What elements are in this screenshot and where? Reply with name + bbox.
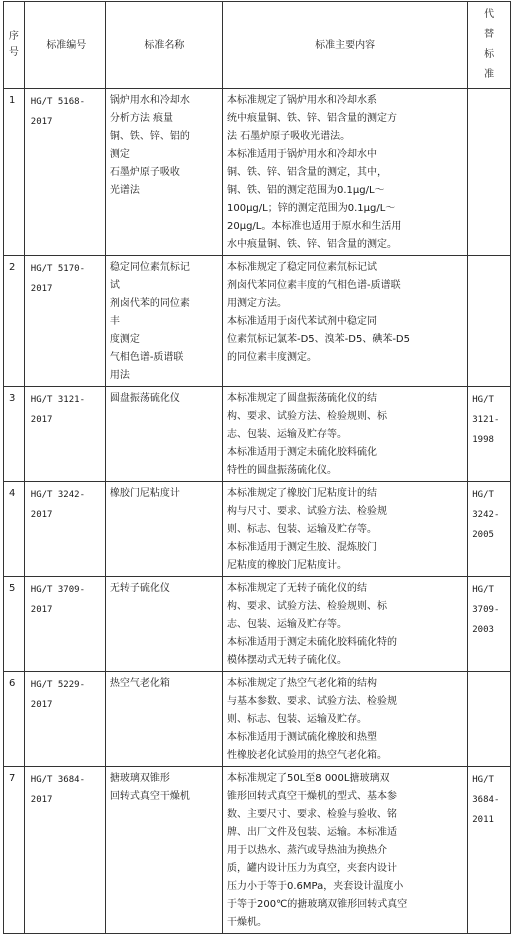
cell-name: 搪玻璃双锥形 回转式真空干燥机	[105, 767, 222, 934]
standards-table	[3, 1, 511, 934]
table-row	[4, 672, 511, 767]
cell-name: 热空气老化箱	[105, 672, 222, 767]
cell-code: HG/T 3709- 2017	[24, 577, 105, 672]
cell-name: 稳定同位素氘标记 试 剂卤代苯的同位素 丰 度测定 气相色谱-质谱联 用法	[105, 256, 222, 387]
cell-content: 本标准规定了橡胶门尼粘度计的结 构与尺寸、要求、试验方法、检验规 则、标志、包装、运输及贮存等。 本标准适用于测定生胶、混炼胶门 尼粘度的橡胶门尼粘度计。	[222, 482, 467, 577]
cell-no: 6	[4, 672, 25, 767]
header-content: 标准主要内容	[222, 2, 467, 89]
cell-code: HG/T 5170- 2017	[24, 256, 105, 387]
header-replaced: 代 替 标 准	[468, 2, 511, 89]
cell-no: 4	[4, 482, 25, 577]
cell-name: 圆盘振荡硫化仪	[105, 387, 222, 482]
header-name: 标准名称	[105, 2, 222, 89]
cell-no: 7	[4, 767, 25, 934]
cell-content: 本标准规定了圆盘振荡硫化仪的结 构、要求、试验方法、检验规则、标 志、包装、运输及贮存等。 本标准适用于测定未硫化胶料硫化 特性的圆盘振荡硫化仪。	[222, 387, 467, 482]
cell-content: 本标准规定了稳定同位素氘标记试 剂卤代苯同位素丰度的气相色谱-质谱联 用测定方法。 本标准适用于卤代苯试剂中稳定同 位素氘标记氯苯-D5、溴苯-D5、碘苯-D5 的同位素丰度测定。	[222, 256, 467, 387]
cell-replaced	[468, 256, 511, 387]
header-row	[4, 2, 511, 89]
table-row	[4, 256, 511, 387]
cell-name: 无转子硫化仪	[105, 577, 222, 672]
cell-replaced	[468, 672, 511, 767]
cell-no: 2	[4, 256, 25, 387]
table-row	[4, 482, 511, 577]
cell-replaced	[468, 89, 511, 256]
cell-replaced: HG/T 3709- 2003	[468, 577, 511, 672]
cell-name: 橡胶门尼粘度计	[105, 482, 222, 577]
table-row	[4, 767, 511, 934]
table-row	[4, 89, 511, 256]
cell-replaced: HG/T 3684- 2011	[468, 767, 511, 934]
cell-name: 锅炉用水和冷却水 分析方法 痕量 铜、铁、锌、铝的 测定 石墨炉原子吸收 光谱法	[105, 89, 222, 256]
cell-content: 本标准规定了50L至8 000L搪玻璃双 锥形回转式真空干燥机的型式、基本参 数、主要尺寸、要求、检验与验收、铭 牌、出厂文件及包装、运输。本标准适 用于以热水、蒸汽或导热油为换热介 质，罐内设计压力为真空，夹套内设计 压力小于等于0.6MPa，夹套设计温度小 于等于200℃的搪玻璃双锥形回转式真空 干燥机。	[222, 767, 467, 934]
cell-content: 本标准规定了热空气老化箱的结构 与基本参数、要求、试验方法、检验规 则、标志、包装、运输及贮存。 本标准适用于测试硫化橡胶和热塑 性橡胶老化试验用的热空气老化箱。	[222, 672, 467, 767]
cell-replaced: HG/T 3242- 2005	[468, 482, 511, 577]
cell-code: HG/T 3242- 2017	[24, 482, 105, 577]
header-code: 标准编号	[24, 2, 105, 89]
cell-content: 本标准规定了锅炉用水和冷却水系 统中痕量铜、铁、锌、铝含量的测定方 法 石墨炉原子吸收光谱法。 本标准适用于锅炉用水和冷却水中 铜、铁、锌、铝含量的测定，其中， 铜、铁、铝的测定范围为0.1μg/L～ 100μg/L；锌的测定范围为0.1μg/L～ 20μg/L。本标准也适用于原水和生活用 水中痕量铜、铁、锌、铝含量的测定。	[222, 89, 467, 256]
cell-code: HG/T 5168- 2017	[24, 89, 105, 256]
cell-replaced: HG/T 3121- 1998	[468, 387, 511, 482]
table-row	[4, 387, 511, 482]
table-row	[4, 577, 511, 672]
cell-no: 1	[4, 89, 25, 256]
cell-code: HG/T 3121- 2017	[24, 387, 105, 482]
cell-no: 5	[4, 577, 25, 672]
header-no: 序 号	[4, 2, 25, 89]
cell-no: 3	[4, 387, 25, 482]
cell-code: HG/T 5229- 2017	[24, 672, 105, 767]
cell-content: 本标准规定了无转子硫化仪的结 构、要求、试验方法、检验规则、标 志、包装、运输及贮存等。 本标准适用于测定未硫化胶料硫化特的 模体摆动式无转子硫化仪。	[222, 577, 467, 672]
cell-code: HG/T 3684- 2017	[24, 767, 105, 934]
